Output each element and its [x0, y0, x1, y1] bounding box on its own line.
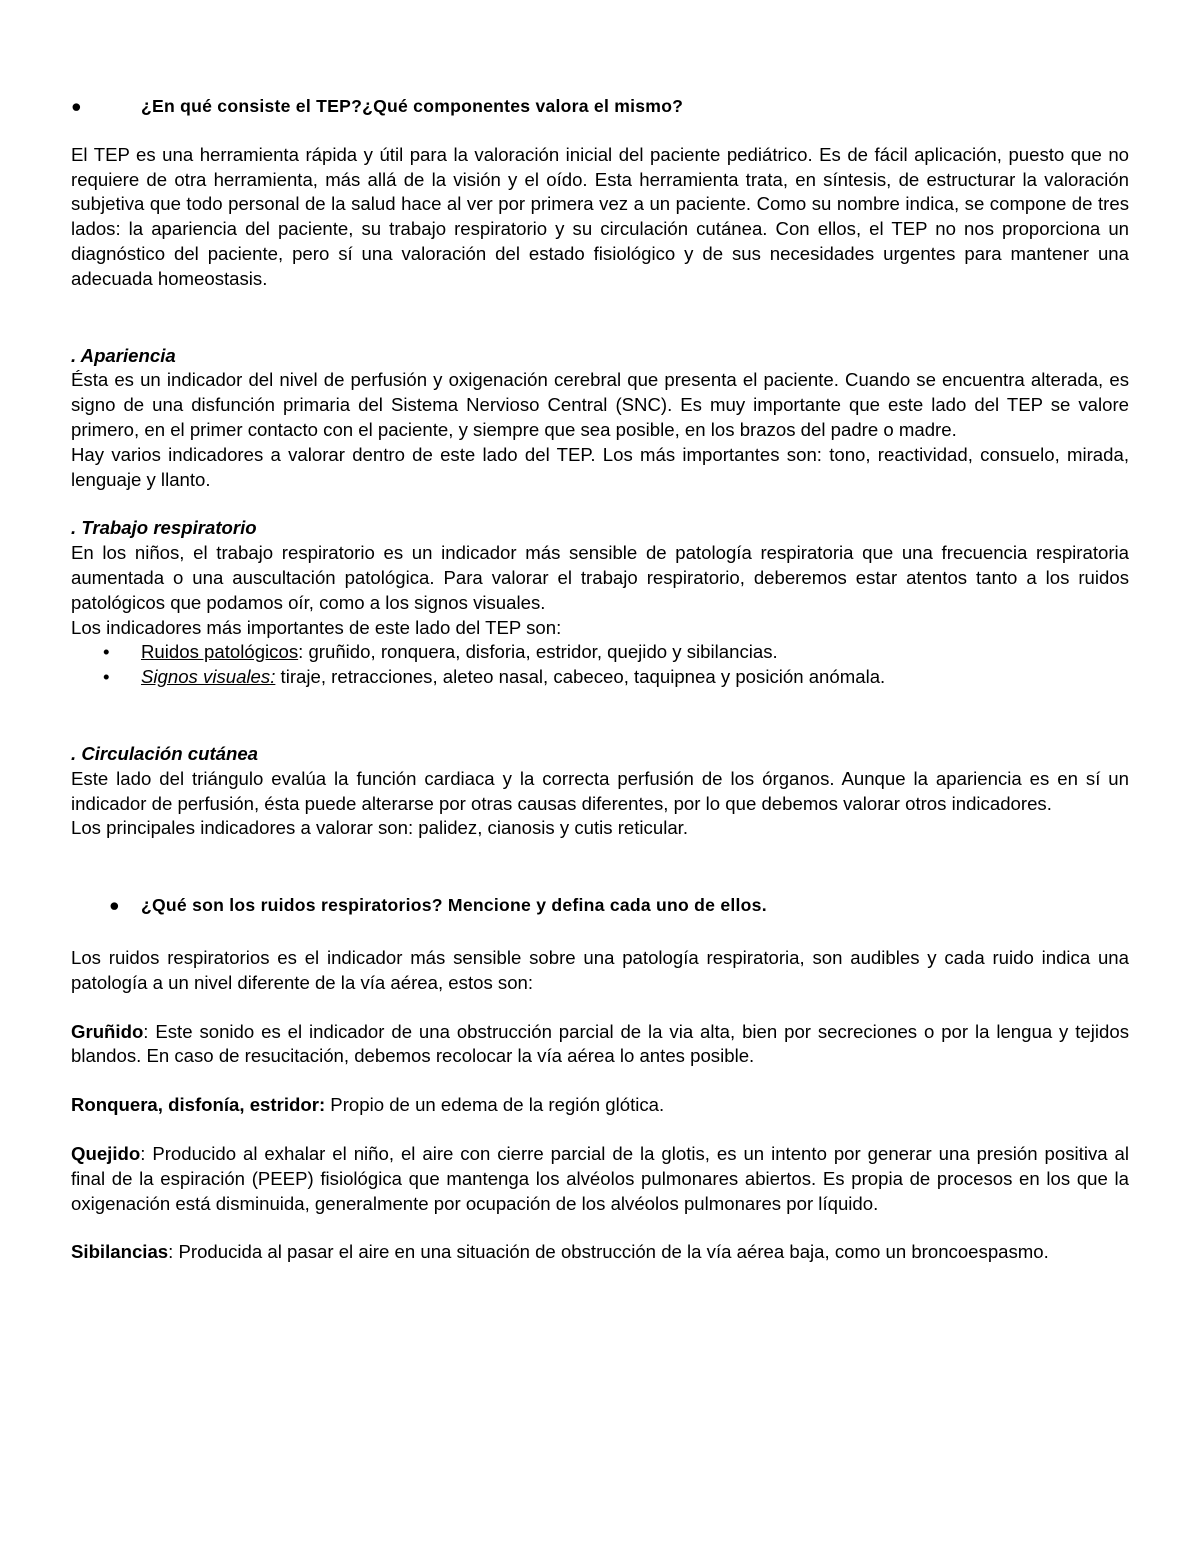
indicator-list [71, 640, 1129, 690]
bullet-icon: • [103, 666, 110, 688]
question-1-text: ¿En qué consiste el TEP?¿Qué componentes valora el mismo? [141, 96, 684, 116]
definition-term: Sibilancias [71, 1241, 169, 1263]
list-item-label: Signos visuales: [141, 666, 276, 688]
list-item [71, 640, 1129, 665]
section-circulacion-cutanea [71, 742, 1129, 841]
definition-item [71, 1240, 1129, 1265]
definition-term: Gruñido [71, 1020, 144, 1042]
list-item [71, 665, 1129, 690]
question-2-heading [71, 893, 1129, 918]
section-title: . Apariencia [71, 344, 176, 366]
section-title: . Trabajo respiratorio [71, 517, 257, 539]
section-apariencia [71, 344, 1129, 493]
bullet-icon: ● [71, 96, 82, 116]
question-2-intro: Los ruidos respiratorios es el indicador más sensible sobre una patología respiratoria, son audibles y cada ruido indica una patología a un nivel diferente de la vía aérea, estos son: [71, 946, 1129, 993]
definition-item [71, 1093, 1129, 1118]
bullet-icon: ● [109, 895, 120, 916]
question-2-text: ¿Qué son los ruidos respiratorios? Mencione y defina cada uno de ellos. [141, 895, 767, 916]
paragraph: Ésta es un indicador del nivel de perfusión y oxigenación cerebral que presenta el paciente. Cuando se encuentra alterada, es signo de una disfunción primaria del Sistema Nervioso Central (SNC). Es muy importante que este lado del TEP se valore primero, en el primer contacto con el paciente, y siempre que sea posible, en los brazos del padre o madre. [71, 369, 1129, 440]
paragraph: Este lado del triángulo evalúa la función cardiaca y la correcta perfusión de los órganos. Aunque la apariencia es en sí un indicador de perfusión, ésta puede alterarse por otras causas diferentes, por lo que debemos valorar otros indicadores. [71, 767, 1129, 814]
definition-text: Propio de un edema de la región glótica. [325, 1094, 665, 1116]
list-item-text: : gruñido, ronquera, disforia, estridor, quejido y sibilancias. [298, 641, 778, 663]
definition-item [71, 1020, 1129, 1070]
definition-text: : Este sonido es el indicador de una obstrucción parcial de la via alta, bien por secreciones o por la lengua y tejidos blandos. En caso de resucitación, debemos recolocar la vía aérea lo antes posible. [71, 1020, 1129, 1067]
definition-term: Ronquera, disfonía, estridor: [71, 1094, 326, 1116]
definition-text: : Producida al pasar el aire en una situación de obstrucción de la vía aérea baja, como un broncoespasmo. [168, 1241, 1049, 1263]
question-1-heading [71, 94, 1129, 119]
definition-text: : Producido al exhalar el niño, el aire con cierre parcial de la glotis, es un intento por generar una presión positiva al final de la espiración (PEEP) fisiológica que mantenga los alvéolos pulmonares abiertos. Es propia de procesos en los que la oxigenación está disminuida, generalmente por ocupación de los alvéolos pulmonares por líquido. [71, 1142, 1129, 1214]
section-title: . Circulación cutánea [71, 742, 259, 764]
list-item-text: tiraje, retracciones, aleteo nasal, cabeceo, taquipnea y posición anómala. [275, 666, 886, 688]
list-item-label: Ruidos patológicos [141, 641, 299, 663]
definition-term: Quejido [71, 1142, 141, 1164]
paragraph: Los principales indicadores a valorar son: palidez, cianosis y cutis reticular. [71, 817, 688, 839]
definition-item [71, 1142, 1129, 1216]
paragraph: Los indicadores más importantes de este lado del TEP son: [71, 616, 562, 638]
document-page [71, 94, 1129, 1265]
question-1-intro: El TEP es una herramienta rápida y útil para la valoración inicial del paciente pediátrico. Es de fácil aplicación, puesto que no requiere de otra herramienta, más allá de la visión y el oído. Esta herramienta trata, en síntesis, de estructurar la valoración subjetiva que todo personal de la salud hace al ver por primera vez a un paciente. Como su nombre indica, se compone de tres lados: la apariencia del paciente, su trabajo respiratorio y su circulación cutánea. Con ellos, el TEP no nos proporciona un diagnóstico del paciente, pero sí una valoración del estado fisiológico y de sus necesidades urgentes para mantener una adecuada homeostasis. [71, 143, 1129, 289]
paragraph: Hay varios indicadores a valorar dentro de este lado del TEP. Los más importantes son: tono, reactividad, consuelo, mirada, lenguaje y llanto. [71, 443, 1129, 490]
paragraph: En los niños, el trabajo respiratorio es un indicador más sensible de patología respiratoria que una frecuencia respiratoria aumentada o una auscultación patológica. Para valorar el trabajo respiratorio, deberemos estar atentos tanto a los ruidos patológicos que podamos oír, como a los signos visuales. [71, 542, 1129, 613]
section-trabajo-respiratorio [71, 516, 1129, 690]
bullet-icon: • [103, 641, 110, 663]
